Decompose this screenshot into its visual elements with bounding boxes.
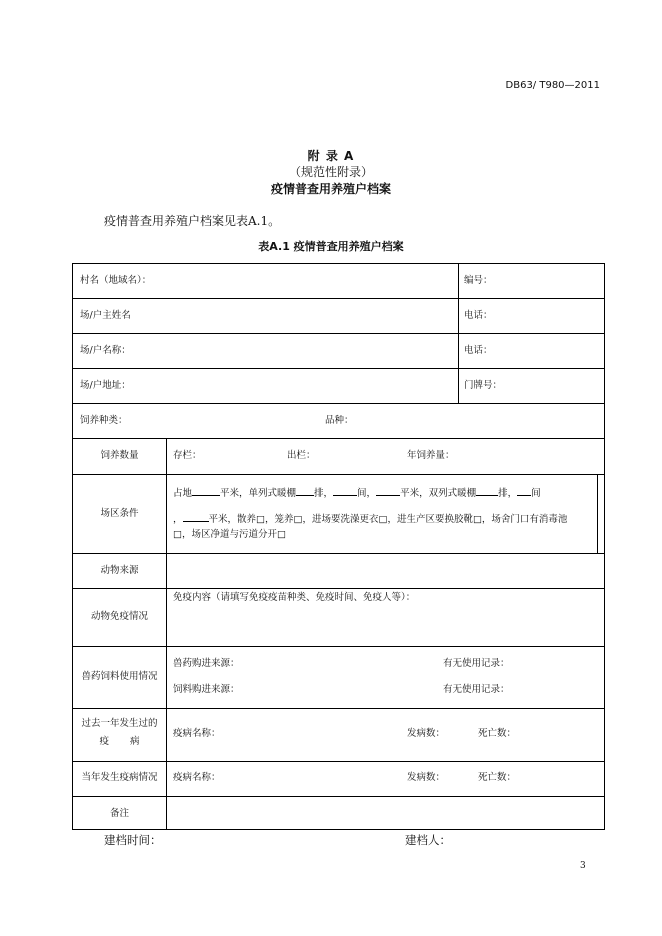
row-divider (73, 708, 604, 709)
appendix-label: 附 录 A (307, 149, 355, 163)
row-divider (73, 474, 604, 475)
owner-name-label: 场/户主姓名 (80, 310, 131, 321)
row-divider (73, 403, 604, 404)
row-divider (73, 588, 604, 589)
archive-date-label: 建档时间： (104, 833, 162, 847)
site-conditions-label: 场区条件 (100, 508, 139, 519)
current-cases-label: 发病数： (407, 772, 446, 783)
row-divider (73, 438, 604, 439)
quantity-label: 饲养数量 (100, 450, 139, 461)
appendix-type: （规范性附录） (288, 165, 373, 179)
serial-number-label: 编号： (464, 275, 493, 286)
column-divider (166, 438, 167, 830)
row-divider (73, 333, 604, 334)
intro-text: 疫情普查用养殖户档案见表A.1。 (104, 214, 281, 228)
past-year-label-1: 过去一年发生过的 (81, 718, 158, 729)
house-number-label: 门牌号： (464, 380, 503, 391)
site-line-1: 占地 平米，单列式暖棚 排， 间， 平米，双列式暖棚 排， 间 (173, 485, 541, 501)
current-year-label: 当年发生疫病情况 (81, 772, 158, 783)
owner-phone-label: 电话： (464, 310, 493, 321)
row-divider (73, 298, 604, 299)
table-caption: 表A.1 疫情普查用养殖户档案 (258, 240, 404, 253)
document-code: DB63/ T980—2011 (505, 80, 600, 91)
species-label: 饲养种类： (80, 415, 128, 426)
past-deaths-label: 死亡数： (478, 728, 517, 739)
immunization-content: 免疫内容（请填写免疫疫苗种类、免疫时间、免疫人等）： (173, 592, 416, 603)
remarks-label: 备注 (109, 808, 129, 819)
out-label: 出栏： (287, 450, 316, 461)
feed-source-label: 饲料购进来源： (173, 684, 240, 695)
current-disease-label: 疫病名称： (173, 772, 221, 783)
row-divider (73, 761, 604, 762)
column-divider (458, 264, 459, 403)
column-divider (597, 474, 598, 553)
past-cases-label: 发病数： (407, 728, 446, 739)
village-label: 村名（地域名）： (80, 275, 152, 286)
site-line-3: □，场区净道与污道分开□ (173, 529, 286, 540)
immunization-label: 动物免疫情况 (90, 611, 148, 622)
breed-label: 品种： (325, 415, 354, 426)
site-line-2: ， 平米，散养□，笼养□，进场要洗澡更衣□，进生产区要换胶靴□，场舍门口有消毒池 (173, 511, 567, 527)
row-divider (73, 646, 604, 647)
feed-record-label: 有无使用记录： (443, 684, 510, 695)
farm-phone-label: 电话： (464, 345, 493, 356)
drug-source-label: 兽药购进来源： (173, 658, 240, 669)
past-disease-label: 疫病名称： (173, 728, 221, 739)
past-year-label-2: 疫 病 (99, 736, 140, 747)
row-divider (73, 368, 604, 369)
row-divider (73, 796, 604, 797)
archive-creator-label: 建档人： (405, 833, 451, 847)
farm-name-label: 场/户名称： (80, 345, 131, 356)
drug-feed-label: 兽药饲料使用情况 (81, 671, 158, 682)
stock-label: 存栏： (173, 450, 202, 461)
current-deaths-label: 死亡数： (478, 772, 517, 783)
page-number: 3 (580, 861, 586, 871)
drug-record-label: 有无使用记录： (443, 658, 510, 669)
archive-table (72, 263, 605, 830)
annual-label: 年饲养量： (407, 450, 455, 461)
farm-address-label: 场/户地址： (80, 380, 131, 391)
animal-source-label: 动物来源 (100, 565, 139, 576)
appendix-title: 疫情普查用养殖户档案 (270, 182, 391, 196)
row-divider (73, 553, 604, 554)
